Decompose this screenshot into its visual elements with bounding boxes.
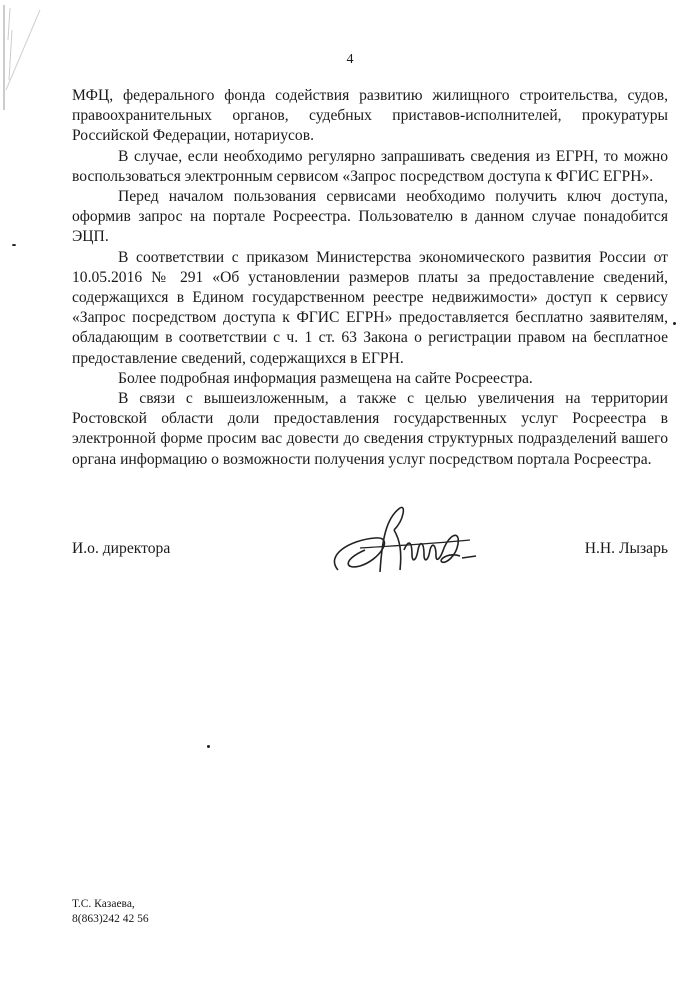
executor-info: [72, 897, 149, 927]
handwritten-signature: [320, 500, 490, 580]
executor-name: Т.С. Казаева,: [72, 898, 135, 910]
executor-phone: 8(863)242 42 56: [72, 913, 149, 925]
paragraph: Перед началом пользования сервисами необходимо получить ключ доступа, оформив запрос на портале Росреестра. Пользователю в данном случае понадобится ЭЦП.: [72, 188, 668, 246]
paragraph: Более подробная информация размещена на сайте Росреестра.: [118, 369, 533, 387]
letter-body: [72, 86, 668, 470]
page-number: 4: [346, 52, 354, 67]
paragraph: В связи с вышеизложенным, а также с целью увеличения на территории Ростовской области доли предоставления государственных услуг Росреестра в электронной форме просим вас довести до сведения структурных подразделений вашего органа информацию о возможности получения услуг посредством портала Росреестра.: [72, 390, 668, 468]
scan-speck: [673, 322, 676, 325]
scan-speck: [207, 745, 210, 748]
paragraph: В соответствии с приказом Министерства экономического развития России от 10.05.2016 № 291 «Об установлении размеров платы за предоставление сведений, содержащихся в Едином государственном реестре недвижимости» доступ к сервису «Запрос посредством доступа к ФГИС ЕГРН» предоставляется бесплатно заявителям, обладающим в соответствии с ч. 1 ст. 63 Закона о регистрации правом на бесплатное предоставление сведений, содержащихся в ЕГРН.: [72, 248, 668, 367]
paragraph: В случае, если необходимо регулярно запрашивать сведения из ЕГРН, то можно воспользоваться электронным сервисом «Запрос посредством доступа к ФГИС ЕГРН».: [72, 147, 668, 185]
signatory-name: Н.Н. Лызарь: [584, 540, 668, 557]
paragraph: МФЦ, федерального фонда содействия развитию жилищного строительства, судов, правоохранительных органов, судебных приставов-исполнителей, прокуратуры Российской Федерации, нотариусов.: [72, 87, 668, 145]
signatory-title: И.о. директора: [72, 540, 171, 557]
scan-speck: [12, 244, 16, 246]
